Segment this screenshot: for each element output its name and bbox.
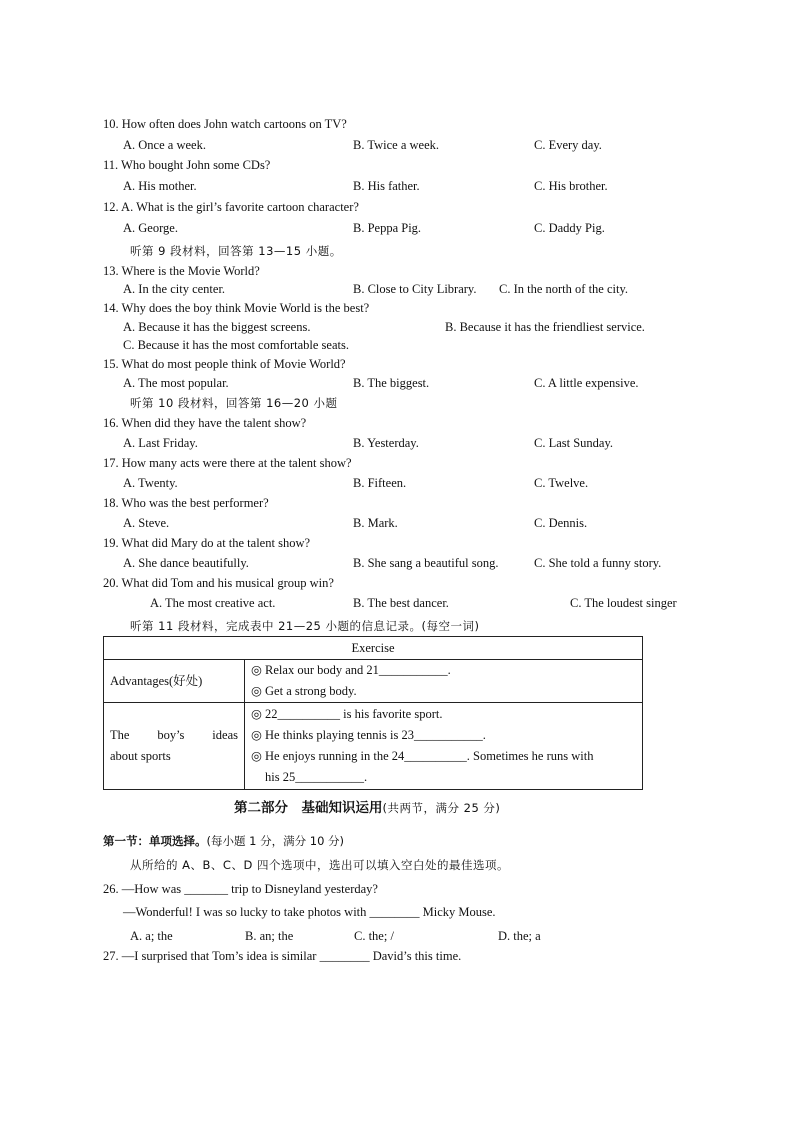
question-16-option-a: A. Last Friday. — [123, 436, 198, 450]
question-26-line-2: —Wonderful! I was so lucky to take photos with ________ Micky Mouse. — [123, 905, 496, 919]
question-15-stem: 15. What do most people think of Movie World? — [103, 357, 346, 371]
question-15-option-a: A. The most popular. — [123, 376, 229, 390]
question-18-option-a: A. Steve. — [123, 516, 170, 530]
question-19-stem: 19. What did Mary do at the talent show? — [103, 536, 311, 550]
advantage-item: ◎ Relax our body and 21___________. — [251, 663, 451, 677]
question-14-stem: 14. Why does the boy think Movie World is the best? — [103, 301, 370, 315]
boys-ideas-label-line-1: The boy’s ideas — [110, 728, 238, 742]
question-19-option-b: B. She sang a beautiful song. — [353, 556, 499, 570]
question-13-option-c: C. In the north of the city. — [499, 282, 629, 296]
question-20-stem: 20. What did Tom and his musical group win? — [103, 576, 334, 590]
instruction-segment-10: 听第 10 段材料，回答第 16—20 小题 — [130, 396, 338, 410]
question-20-option-a: A. The most creative act. — [150, 596, 276, 610]
question-10-stem: 10. How often does John watch cartoons on TV? — [103, 117, 347, 131]
question-11-stem: 11. Who bought John some CDs? — [103, 158, 271, 172]
instruction-segment-9: 听第 9 段材料，回答第 13—15 小题。 — [130, 244, 342, 258]
question-17-option-b: B. Fifteen. — [353, 476, 407, 490]
question-13-stem: 13. Where is the Movie World? — [103, 264, 260, 278]
question-11-option-c: C. His brother. — [534, 179, 608, 193]
advantages-cell — [245, 660, 643, 703]
question-14-option-b: B. Because it has the friendliest service. — [445, 320, 645, 334]
section-1-row — [103, 833, 344, 849]
section-1-direction: 从所给的 A、B、C、D 四个选项中，选出可以填入空白处的最佳选项。 — [130, 858, 509, 872]
boys-ideas-label-line-2: about sports — [110, 749, 171, 763]
question-18-option-c: C. Dennis. — [534, 516, 588, 530]
part-2-title-row — [234, 800, 500, 816]
instruction-segment-11: 听第 11 段材料，完成表中 21—25 小题的信息记录。(每空一词) — [130, 619, 480, 633]
question-17-option-a: A. Twenty. — [123, 476, 178, 490]
question-19-option-a: A. She dance beautifully. — [123, 556, 249, 570]
exercise-table — [103, 636, 643, 790]
question-15-option-c: C. A little expensive. — [534, 376, 639, 390]
advantage-item: ◎ Get a strong body. — [251, 684, 357, 698]
question-14-option-a: A. Because it has the biggest screens. — [123, 320, 311, 334]
idea-item: his 25___________. — [265, 770, 368, 784]
part-2-title: 第二部分 基础知识运用 — [234, 800, 383, 816]
section-1-title: 第一节：单项选择。 — [103, 834, 207, 848]
question-26-option-c: C. the; / — [354, 929, 394, 943]
question-10-option-b: B. Twice a week. — [353, 138, 440, 152]
question-20-option-c: C. The loudest singer — [570, 596, 677, 610]
question-14-option-c: C. Because it has the most comfortable seats. — [123, 338, 349, 352]
question-11-option-b: B. His father. — [353, 179, 420, 193]
question-20-option-b: B. The best dancer. — [353, 596, 449, 610]
part-2-title-note: (共两节，满分 25 分) — [382, 801, 501, 815]
question-26-option-a: A. a; the — [130, 929, 173, 943]
question-11-option-a: A. His mother. — [123, 179, 197, 193]
question-12-option-b: B. Peppa Pig. — [353, 221, 422, 235]
boys-ideas-cell — [245, 703, 643, 790]
question-13-option-b: B. Close to City Library. — [353, 282, 477, 296]
question-10-option-a: A. Once a week. — [123, 138, 206, 152]
question-13-option-a: A. In the city center. — [123, 282, 226, 296]
question-19-option-c: C. She told a funny story. — [534, 556, 662, 570]
question-16-stem: 16. When did they have the talent show? — [103, 416, 307, 430]
question-16-option-b: B. Yesterday. — [353, 436, 419, 450]
idea-item: ◎ He thinks playing tennis is 23___________. — [251, 728, 486, 742]
question-17-stem: 17. How many acts were there at the talent show? — [103, 456, 352, 470]
question-10-option-c: C. Every day. — [534, 138, 602, 152]
question-16-option-c: C. Last Sunday. — [534, 436, 614, 450]
question-18-stem: 18. Who was the best performer? — [103, 496, 269, 510]
question-27-line-1: 27. —I surprised that Tom’s idea is similar ________ David’s this time. — [103, 949, 462, 963]
exercise-table-header: Exercise — [104, 637, 643, 660]
idea-item: ◎ He enjoys running in the 24__________. Sometimes he runs with — [251, 749, 594, 763]
question-26-option-b: B. an; the — [245, 929, 294, 943]
question-26-line-1: 26. —How was _______ trip to Disneyland yesterday? — [103, 882, 378, 896]
boys-ideas-label — [104, 703, 245, 790]
advantages-label: Advantages(好处) — [104, 660, 245, 703]
section-1-note: (每小题 1 分，满分 10 分) — [206, 834, 345, 848]
question-26-option-d: D. the; a — [498, 929, 541, 943]
question-18-option-b: B. Mark. — [353, 516, 398, 530]
question-12-option-a: A. George. — [123, 221, 178, 235]
idea-item: ◎ 22__________ is his favorite sport. — [251, 707, 443, 721]
question-15-option-b: B. The biggest. — [353, 376, 430, 390]
question-17-option-c: C. Twelve. — [534, 476, 589, 490]
question-12-stem: 12. A. What is the girl’s favorite cartoon character? — [103, 200, 359, 214]
question-12-option-c: C. Daddy Pig. — [534, 221, 605, 235]
